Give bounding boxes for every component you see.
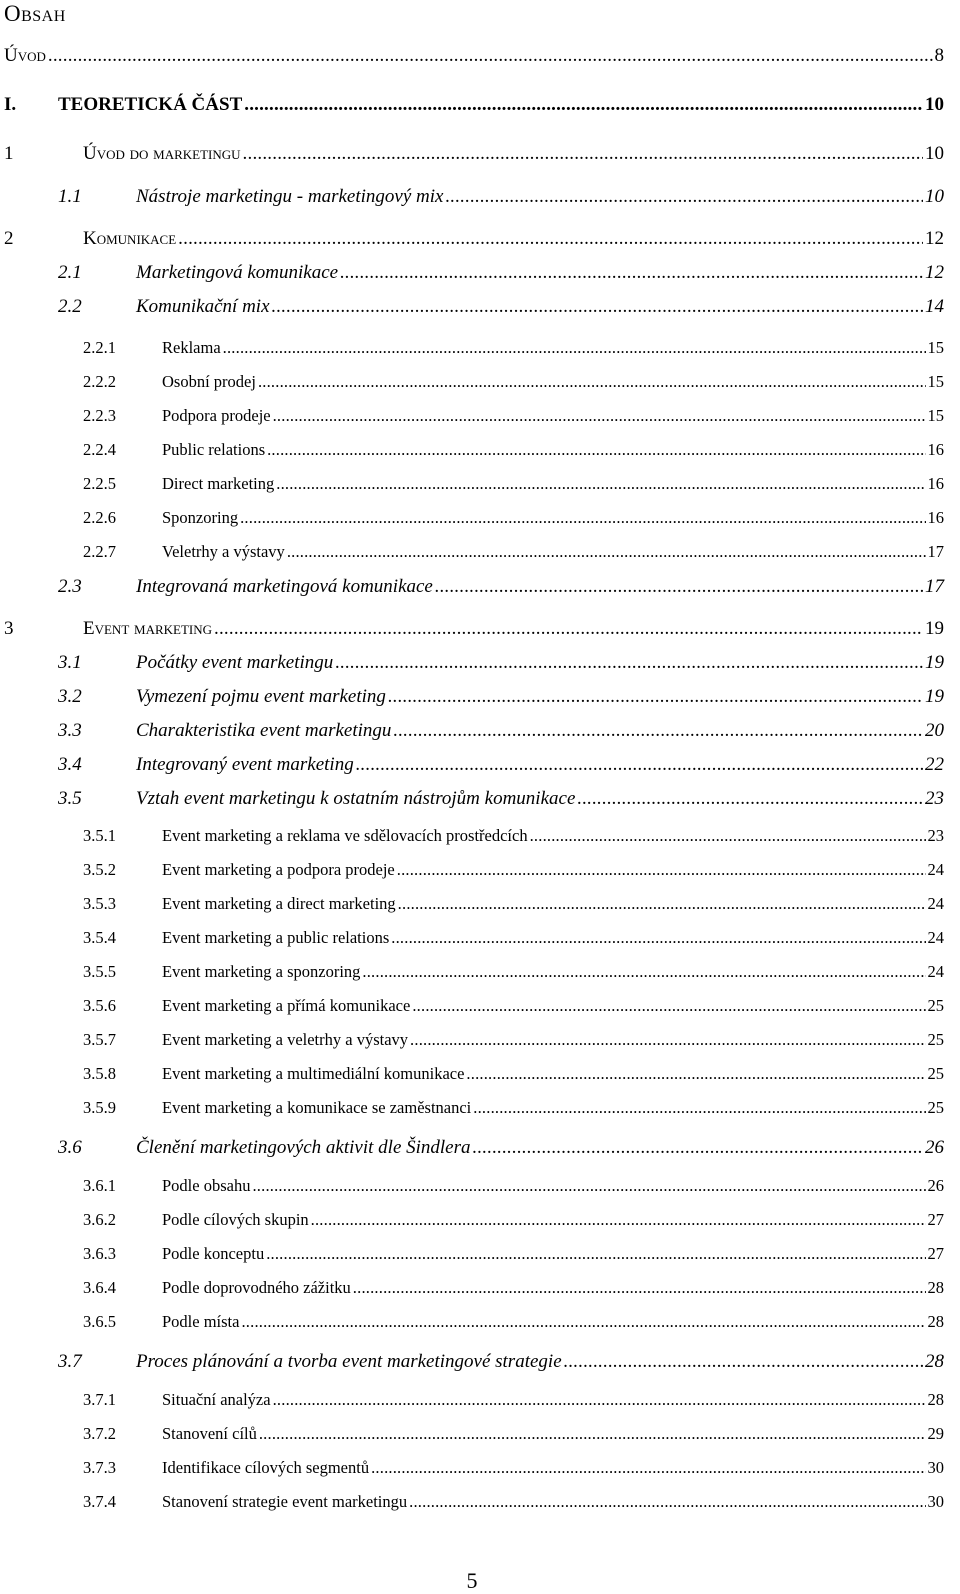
toc-entry[interactable] [0,652,944,674]
toc-entry-label: Nástroje marketingu - marketingový mix [136,186,444,207]
toc-entry[interactable] [0,143,944,165]
toc-entry[interactable] [0,686,944,708]
toc-entry-label: Integrovaný event marketing [136,754,354,775]
toc-entry-number: 3.2 [58,686,82,707]
toc-entry-label: Integrovaná marketingová komunikace [136,576,433,597]
toc-entry[interactable] [0,1137,944,1159]
toc-entry[interactable] [0,894,944,914]
toc-entry-label: Úvod [4,45,46,66]
toc-entry-label: Stanovení strategie event marketingu [162,1492,408,1511]
toc-entry-label: Osobní prodej [162,372,256,391]
dot-leader [393,720,923,742]
dot-leader [223,338,926,358]
dot-leader [244,94,923,116]
toc-entry-label: Event marketing a public relations [162,928,390,947]
toc-entry-number: 2.2.1 [83,338,116,357]
dot-leader [267,440,925,460]
toc-entry-number: 2.2.2 [83,372,116,391]
toc-entry-label: Stanovení cílů [162,1424,257,1443]
toc-entry-number: 3.5.7 [83,1030,116,1049]
toc-entry-number: 3 [4,618,14,639]
toc-entry-page: 15 [927,372,944,391]
toc-entry-label: Sponzoring [162,508,239,527]
dot-leader [412,996,925,1016]
toc-entry[interactable] [0,618,944,640]
toc-entry-label: Veletrhy a výstavy [162,542,285,561]
toc-entry-page: 10 [925,186,944,207]
toc-entry[interactable] [0,1424,944,1444]
toc-entry-number: 3.5.1 [83,826,116,845]
toc-entry-number: 3.5.6 [83,996,116,1015]
dot-leader [398,894,926,914]
toc-entry[interactable] [0,1176,944,1196]
toc-entry[interactable] [0,1064,944,1084]
toc-entry-page: 24 [927,928,944,947]
dot-leader [340,262,923,284]
dot-leader [273,1390,926,1410]
toc-entry-label: TEORETICKÁ ČÁST [58,94,243,115]
toc-entry-label: Komunikační mix [136,296,270,317]
dot-leader [371,1458,925,1478]
toc-entry-label: Event marketing a reklama ve sdělovacích prostředcích [162,826,528,845]
toc-entry-label: Členění marketingových aktivit dle Šindlera [136,1137,471,1158]
toc-entry[interactable] [0,720,944,742]
dot-leader [530,826,926,846]
toc-entry-page: 16 [927,474,944,493]
toc-entry-number: 3.5.3 [83,894,116,913]
toc-entry-page: 17 [925,576,944,597]
toc-entry[interactable] [0,1098,944,1118]
toc-entry-label: Podle doprovodného zážitku [162,1278,351,1297]
toc-entry[interactable] [0,372,944,392]
toc-entry-label: Komunikace [83,228,177,249]
toc-entry-page: 26 [927,1176,944,1195]
toc-entry-number: 2 [4,228,14,249]
page-title: Obsah [4,1,66,26]
toc-entry-page: 25 [927,1098,944,1117]
dot-leader [473,1098,925,1118]
toc-entry-label: Vymezení pojmu event marketing [136,686,386,707]
toc-entry-page: 17 [927,542,944,561]
toc-entry-label: Event marketing a multimediální komunikace [162,1064,465,1083]
dot-leader [353,1278,926,1298]
toc-entry[interactable] [0,962,944,982]
toc-entry[interactable] [0,1458,944,1478]
toc-entry-label: Event marketing a veletrhy a výstavy [162,1030,409,1049]
toc-entry-page: 8 [934,45,944,66]
toc-entry-label: Vztah event marketingu k ostatním nástrojům komunikace [136,788,576,809]
toc-entry[interactable] [0,440,944,460]
toc-entry-page: 30 [927,1458,944,1477]
toc-entry-label: Direct marketing [162,474,275,493]
toc-entry-page: 24 [927,962,944,981]
dot-leader [252,1176,925,1196]
toc-entry-page: 12 [925,228,944,249]
toc-entry-number: 2.1 [58,262,82,283]
dot-leader [240,508,925,528]
toc-entry-label: Event marketing a sponzoring [162,962,361,981]
toc-entry-label: Public relations [162,440,266,459]
toc-entry-number: 2.3 [58,576,82,597]
toc-entry[interactable] [0,1351,944,1373]
toc-entry-number: 2.2.3 [83,406,116,425]
dot-leader [311,1210,926,1230]
toc-entry[interactable] [0,1312,944,1332]
dot-leader [577,788,923,810]
toc-entry-label: Podle místa [162,1312,240,1331]
toc-entry-label: Identifikace cílových segmentů [162,1458,370,1477]
toc-entry-number: 3.5.2 [83,860,116,879]
toc-entry[interactable] [0,228,944,250]
toc-entry[interactable] [0,576,944,598]
dot-leader [243,143,923,165]
toc-entry-number: 1.1 [58,186,82,207]
toc-entry-number: 1 [4,143,14,164]
dot-leader [409,1492,925,1512]
toc-entry-page: 25 [927,1064,944,1083]
dot-leader [287,542,926,562]
toc-entry[interactable] [0,406,944,426]
toc-entry-label: Proces plánování a tvorba event marketingové strategie [136,1351,562,1372]
toc-entry[interactable] [0,262,944,284]
dot-leader [276,474,925,494]
toc-entry-number: 2.2.5 [83,474,116,493]
toc-entry-label: Podle konceptu [162,1244,265,1263]
toc-entry[interactable] [0,928,944,948]
toc-entry-number: 3.6.3 [83,1244,116,1263]
dot-leader [272,296,923,318]
toc-entry-number: 3.5 [58,788,82,809]
toc-entry-page: 19 [925,686,944,707]
dot-leader [241,1312,925,1332]
toc-entry-page: 15 [927,338,944,357]
toc-entry[interactable] [0,94,944,116]
dot-leader [258,372,926,392]
toc-entry-number: 2.2.6 [83,508,116,527]
toc-entry-page: 20 [925,720,944,741]
toc-entry-page: 28 [927,1390,944,1409]
toc-entry-number: 3.6.1 [83,1176,116,1195]
dot-leader [397,860,926,880]
toc-entry-label: Event marketing a direct marketing [162,894,396,913]
toc-entry[interactable] [0,1390,944,1410]
toc-entry-page: 30 [927,1492,944,1511]
toc-entry-number: 3.5.5 [83,962,116,981]
dot-leader [259,1424,926,1444]
dot-leader [391,928,925,948]
toc-entry-number: 2.2 [58,296,82,317]
toc-entry-number: 3.7.1 [83,1390,116,1409]
toc-entry-page: 10 [925,94,944,115]
dot-leader [362,962,925,982]
toc-entry-page: 19 [925,618,944,639]
toc-entry-page: 24 [927,894,944,913]
toc-entry-label: Reklama [162,338,221,357]
toc-entry-number: 3.7.3 [83,1458,116,1477]
toc-entry[interactable] [0,826,944,846]
toc-entry-number: I. [4,94,17,115]
toc-entry-page: 28 [927,1278,944,1297]
dot-leader [473,1137,923,1159]
toc-entry-page: 29 [927,1424,944,1443]
dot-leader [335,652,923,674]
toc-entry-number: 3.1 [58,652,82,673]
dot-leader [435,576,923,598]
toc-entry-page: 23 [925,788,944,809]
toc-entry-page: 14 [925,296,944,317]
toc-entry-number: 3.5.9 [83,1098,116,1117]
toc-entry[interactable] [0,1030,944,1050]
toc-entry-page: 26 [925,1137,944,1158]
toc-entry-number: 3.5.4 [83,928,116,947]
toc-entry-label: Event marketing a přímá komunikace [162,996,411,1015]
toc-entry[interactable] [0,542,944,562]
toc-entry-number: 3.5.8 [83,1064,116,1083]
toc-entry[interactable] [0,296,944,318]
toc-entry-page: 28 [927,1312,944,1331]
dot-leader [48,45,933,67]
dot-leader [410,1030,925,1050]
toc-entry-label: Situační analýza [162,1390,271,1409]
toc-entry-page: 25 [927,1030,944,1049]
toc-entry-number: 3.6.2 [83,1210,116,1229]
dot-leader [564,1351,923,1373]
dot-leader [273,406,926,426]
toc-entry-number: 3.6.4 [83,1278,116,1297]
dot-leader [445,186,923,208]
toc-entry-page: 25 [927,996,944,1015]
toc-entry-page: 19 [925,652,944,673]
toc-entry-page: 22 [925,754,944,775]
toc-entry[interactable] [0,754,944,776]
toc-entry-label: Podle cílových skupin [162,1210,309,1229]
toc-entry[interactable] [0,1492,944,1512]
dot-leader [214,618,923,640]
toc-entry-number: 2.2.7 [83,542,116,561]
toc-entry-label: Event marketing [83,618,213,639]
toc-entry-label: Počátky event marketingu [136,652,334,673]
page-number: 5 [466,1568,478,1593]
toc-entry-page: 10 [925,143,944,164]
toc-entry-label: Podle obsahu [162,1176,251,1195]
dot-leader [266,1244,925,1264]
dot-leader [356,754,923,776]
toc-entry[interactable] [0,1278,944,1298]
toc-entry-page: 23 [927,826,944,845]
toc-entry[interactable] [0,860,944,880]
toc-entry-label: Event marketing a podpora prodeje [162,860,395,879]
toc-entry-label: Úvod do marketingu [83,143,241,164]
toc-entry-page: 16 [927,508,944,527]
dot-leader [178,228,923,250]
toc-entry-label: Charakteristika event marketingu [136,720,392,741]
dot-leader [466,1064,925,1084]
toc-entry[interactable] [0,338,944,358]
toc-entry-page: 15 [927,406,944,425]
toc-entry-number: 3.3 [58,720,82,741]
toc-entry[interactable] [0,474,944,494]
toc-entry[interactable] [0,1244,944,1264]
toc-entry[interactable] [0,788,944,810]
toc-entry-number: 3.6 [58,1137,82,1158]
toc-entry-number: 3.7 [58,1351,82,1372]
toc-entry-label: Podpora prodeje [162,406,271,425]
toc-entry-page: 16 [927,440,944,459]
toc-entry-page: 27 [927,1210,944,1229]
toc-entry-page: 28 [925,1351,944,1372]
toc-entry[interactable] [0,45,944,67]
toc-entry[interactable] [0,508,944,528]
toc-entry-page: 27 [927,1244,944,1263]
toc-entry-number: 3.6.5 [83,1312,116,1331]
toc-entry-label: Marketingová komunikace [136,262,339,283]
toc-entry[interactable] [0,1210,944,1230]
toc-entry-label: Event marketing a komunikace se zaměstnanci [162,1098,472,1117]
toc-entry[interactable] [0,186,944,208]
dot-leader [388,686,923,708]
toc-entry-page: 24 [927,860,944,879]
toc-entry-number: 3.7.2 [83,1424,116,1443]
toc-entry[interactable] [0,996,944,1016]
toc-entry-number: 2.2.4 [83,440,116,459]
toc-entry-number: 3.4 [58,754,82,775]
toc-entry-page: 12 [925,262,944,283]
toc-entry-number: 3.7.4 [83,1492,116,1511]
